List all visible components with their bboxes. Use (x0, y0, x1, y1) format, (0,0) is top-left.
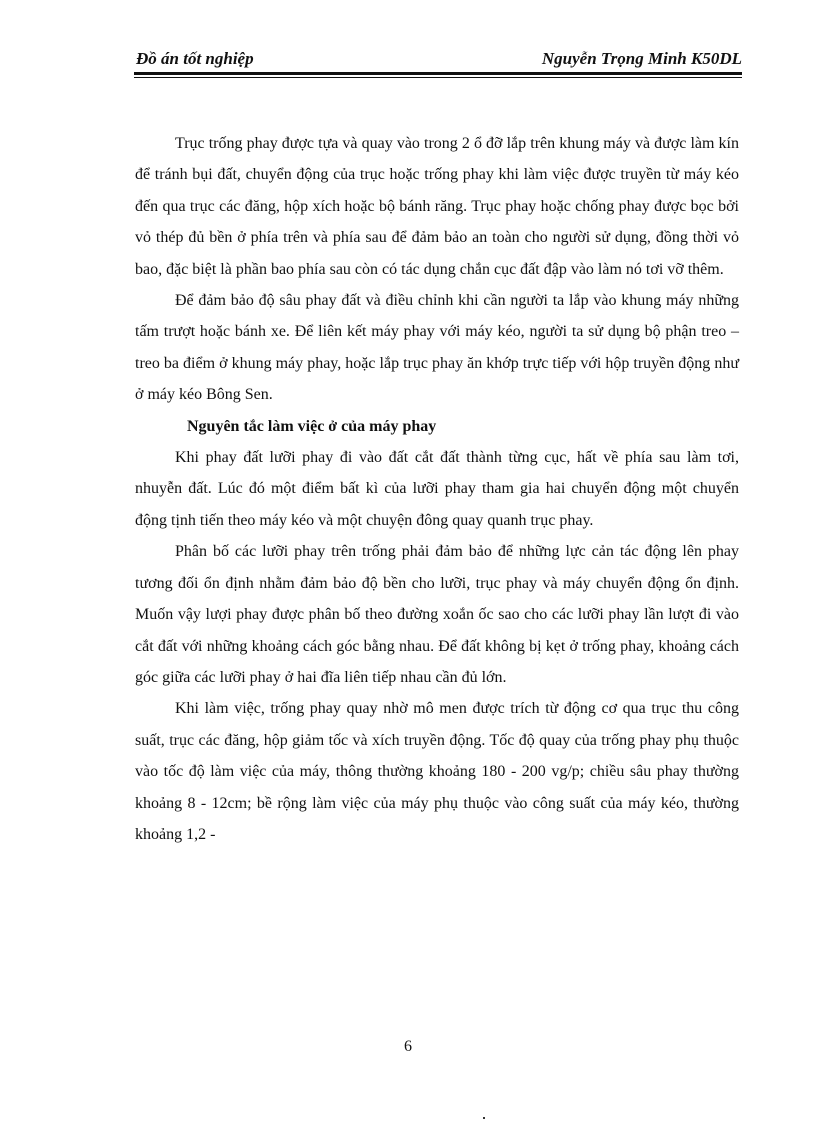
paragraph-5: Khi làm việc, trống phay quay nhờ mô men được trích từ động cơ qua trục thu công suất, trục các đăng, hộp giảm tốc và xích truyền động. Tốc độ quay của trống phay phụ thuộc vào tốc độ làm việc của máy, thông thường khoảng 180 - 200 vg/p; chiều sâu phay thường khoảng 8 - 12cm; bề rộng làm việc của máy phụ thuộc vào công suất của máy kéo, thường khoảng 1,2 - (135, 700, 739, 843)
paragraph-2: Để đảm bảo độ sâu phay đất và điều chỉnh khi cần người ta lắp vào khung máy những tấm trượt hoặc bánh xe. Để liên kết máy phay với máy kéo, người ta sử dụng bộ phận treo – treo ba điểm ở khung máy phay, hoặc lắp trục phay ăn khớp trực tiếp với hộp truyền động như ở máy kéo Bông Sen. (135, 292, 739, 404)
header-rule-thick (134, 72, 742, 75)
footer-mark (483, 1117, 485, 1119)
header-author: Nguyễn Trọng Minh K50DL (541, 49, 742, 68)
header-rule-thin (134, 77, 742, 78)
document-body (135, 128, 739, 850)
paragraph-1: Trục trống phay được tựa và quay vào trong 2 ổ đỡ lắp trên khung máy và được làm kín để tránh bụi đất, chuyển động của trục hoặc trống phay khi làm việc được truyền từ máy kéo đến qua trục các đăng, hộp xích hoặc bộ bánh răng. Trục phay hoặc chống phay được bọc bởi vỏ thép đủ bền ở phía trên và phía sau để đảm bảo an toàn cho người sử dụng, đồng thời vỏ bao, đặc biệt là phần bao phía sau còn có tác dụng chắn cục đất đập vào làm nó tơi vỡ thêm. (135, 135, 739, 278)
page-number: 6 (404, 1038, 412, 1055)
paragraph-4: Phân bố các lưỡi phay trên trống phải đảm bảo để những lực cản tác động lên phay tương đối ổn định nhằm đảm bảo độ bền cho lưỡi, trục phay và máy chuyển động ổn định. Muốn vậy lượi phay được phân bố theo đường xoắn ốc sao cho các lưỡi phay lần lượt đi vào cắt đất với những khoảng cách góc bằng nhau. Để đất không bị kẹt ở trống phay, khoảng cách góc giữa các lưỡi phay ở hai đĩa liên tiếp nhau cần đủ lớn. (135, 543, 739, 686)
page-header (134, 48, 742, 74)
header-document-title: Đồ án tốt nghiệp (136, 49, 254, 68)
section-heading: Nguyên tắc làm việc ở của máy phay (187, 417, 437, 435)
paragraph-3: Khi phay đất lưỡi phay đi vào đất cắt đất thành từng cục, hất về phía sau làm tơi, nhuyễn đất. Lúc đó một điểm bất kì của lưỡi phay tham gia hai chuyển động một chuyển động tịnh tiến theo máy kéo và một chuyện đông quay quanh trục phay. (135, 449, 739, 529)
